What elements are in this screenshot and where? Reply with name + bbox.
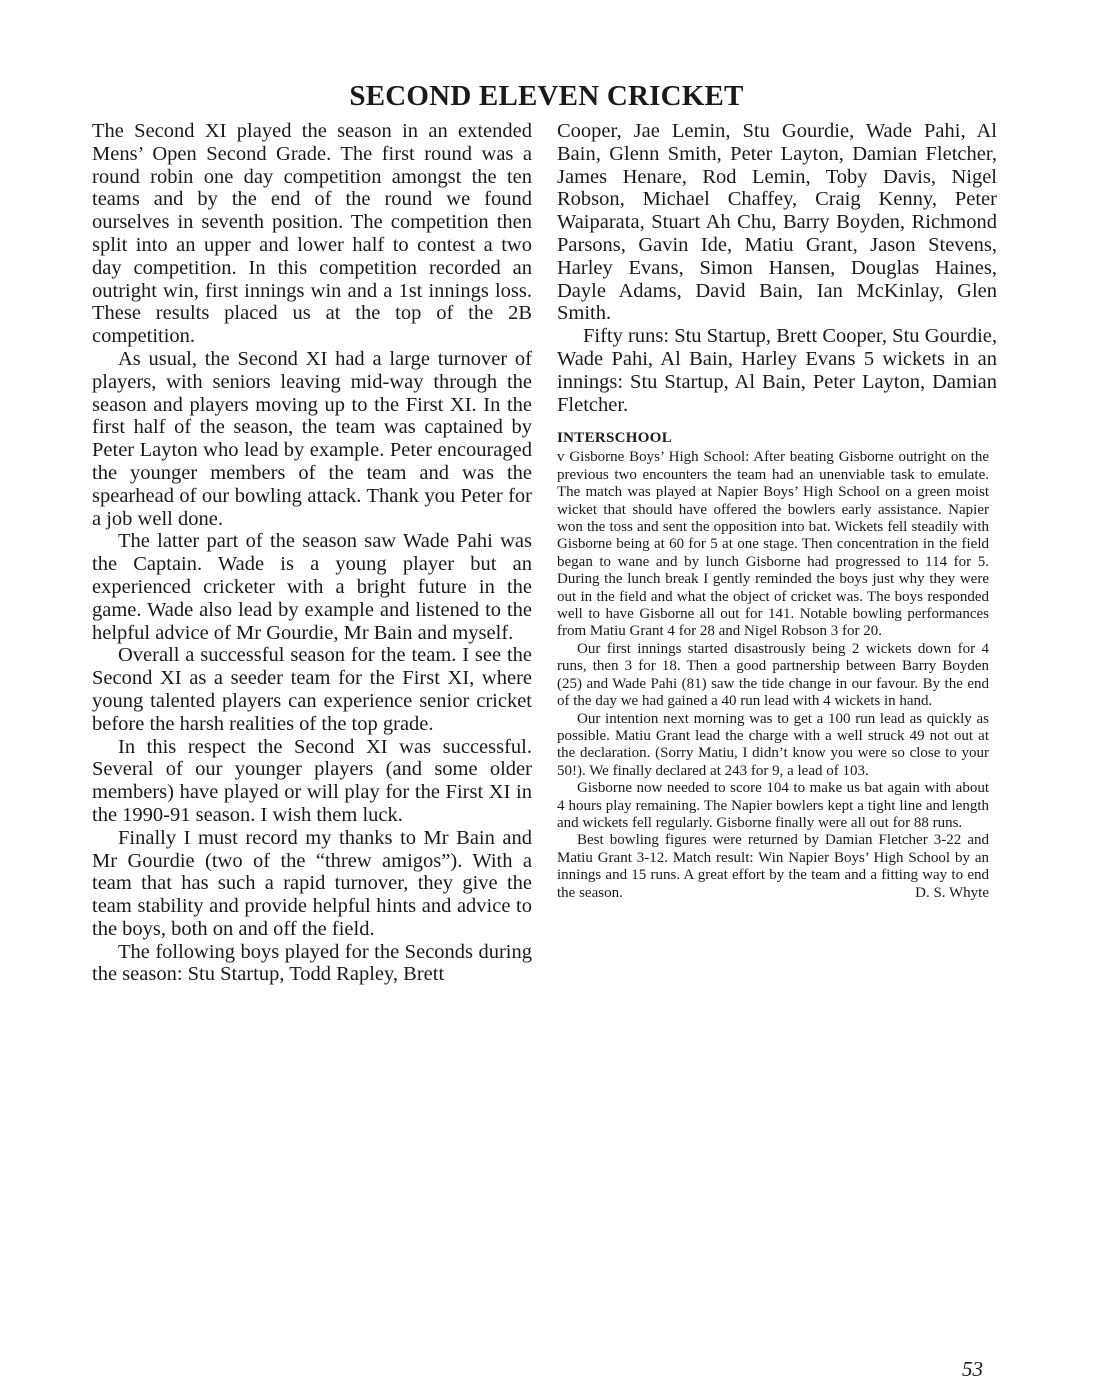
players-list: Cooper, Jae Lemin, Stu Gourdie, Wade Pahi, Al Bain, Glenn Smith, Peter Layton, Damian Fletcher, James Henare, Rod Lemin, Toby Davis, Nigel Robson, Michael Chaffey, Craig Kenny, Peter Waiparata, Stuart Ah Chu, Barry Boyden, Richmond Parsons, Gavin Ide, Matiu Grant, Jason Stevens, Harley Evans, Simon Hansen, Douglas Haines, Dayle Adams, David Bain, Ian McKinlay, Glen Smith. [557,120,997,325]
paragraph-text: Best bowling figures were returned by Damian Fletcher 3-22 and Matiu Grant 3-12. Match result: Win Napier Boys’ High School by an innings and 15 runs. A great effort by the team and a fitting way to end the season. [557,832,989,901]
paragraph: Our first innings started disastrously being 2 wickets down for 4 runs, then 3 for 18. Then a good partnership between Barry Boyden (25) and Wade Pahi (81) saw the tide change in our favour. By the end of the day we had gained a 40 run lead with 4 wickets in hand. [557,640,989,710]
interschool-section [557,430,989,902]
left-column [92,120,532,986]
paragraph: In this respect the Second XI was successful. Several of our younger players (and some older members) have played or will play for the First XI in the 1990-91 season. I wish them luck. [92,735,532,826]
page-title: SECOND ELEVEN CRICKET [349,80,744,112]
paragraph: The following boys played for the Seconds during the season: Stu Startup, Todd Rapley, Brett [92,940,532,986]
paragraph: The Second XI played the season in an extended Mens’ Open Second Grade. The first round was a round robin one day competition amongst the ten teams and by the end of the round we found ourselves in seventh position. The competition then split into an upper and lower half to contest a two day competition. In this competition recorded an outright win, first innings win and a 1st innings loss. These results placed us at the top of the 2B competition. [92,120,532,348]
right-column-top [557,120,997,416]
page-number: 53 [962,1357,983,1381]
author-signature: D. S. Whyte [915,884,989,901]
paragraph: Overall a successful season for the team. I see the Second XI as a seeder team for the First XI, where young talented players can experience senior cricket before the harsh realities of the top grade. [92,644,532,735]
paragraph: Finally I must record my thanks to Mr Bain and Mr Gourdie (two of the “threw amigos”). With a team that has such a rapid turnover, they give the team stability and provide helpful hints and advice to the boys, both on and off the field. [92,826,532,940]
paragraph: Gisborne now needed to score 104 to make us bat again with about 4 hours play remaining. The Napier bowlers kept a tight line and length and wickets fell regularly. Gisborne finally were all out for 88 runs. [557,780,989,831]
paragraph: As usual, the Second XI had a large turnover of players, with seniors leaving mid-way through the season and players moving up to the First XI. In the first half of the season, the team was captained by Peter Layton who lead by example. Peter encouraged the younger members of the team and was the spearhead of our bowling attack. Thank you Peter for a job well done. [92,347,532,530]
paragraph: Our intention next morning was to get a 100 run lead as quickly as possible. Matiu Grant lead the charge with a well struck 49 not out at the declaration. (Sorry Matiu, I didn’t know you were so close to your 50!). We finally declared at 243 for 9, a lead of 103. [557,710,989,779]
section-heading: INTERSCHOOL [557,430,672,446]
paragraph: v Gisborne Boys’ High School: After beating Gisborne outright on the previous two encounters the team had an unenviable task to emulate. The match was played at Napier Boys’ High School on a green moist wicket that should have offered the bowlers early assistance. Napier won the toss and sent the opposition into bat. Wickets fell steadily with Gisborne being at 60 for 5 at one stage. Then concentration in the field began to wane and by lunch Gisborne had progressed to 114 for 5. During the lunch break I gently reminded the boys just why they were out in the field and what the object of cricket was. The boys responded well to have Gisborne all out for 141. Notable bowling performances from Matiu Grant 4 for 28 and Nigel Robson 3 for 20. [557,449,989,640]
achievements-paragraph: Fifty runs: Stu Startup, Brett Cooper, Stu Gourdie, Wade Pahi, Al Bain, Harley Evans 5 wickets in an innings: Stu Startup, Al Bain, Peter Layton, Damian Fletcher. [557,325,997,416]
paragraph [557,832,989,902]
paragraph: The latter part of the season saw Wade Pahi was the Captain. Wade is a young player but an experienced cricketer with a bright future in the game. Wade also lead by example and listened to the helpful advice of Mr Gourdie, Mr Bain and myself. [92,530,532,644]
